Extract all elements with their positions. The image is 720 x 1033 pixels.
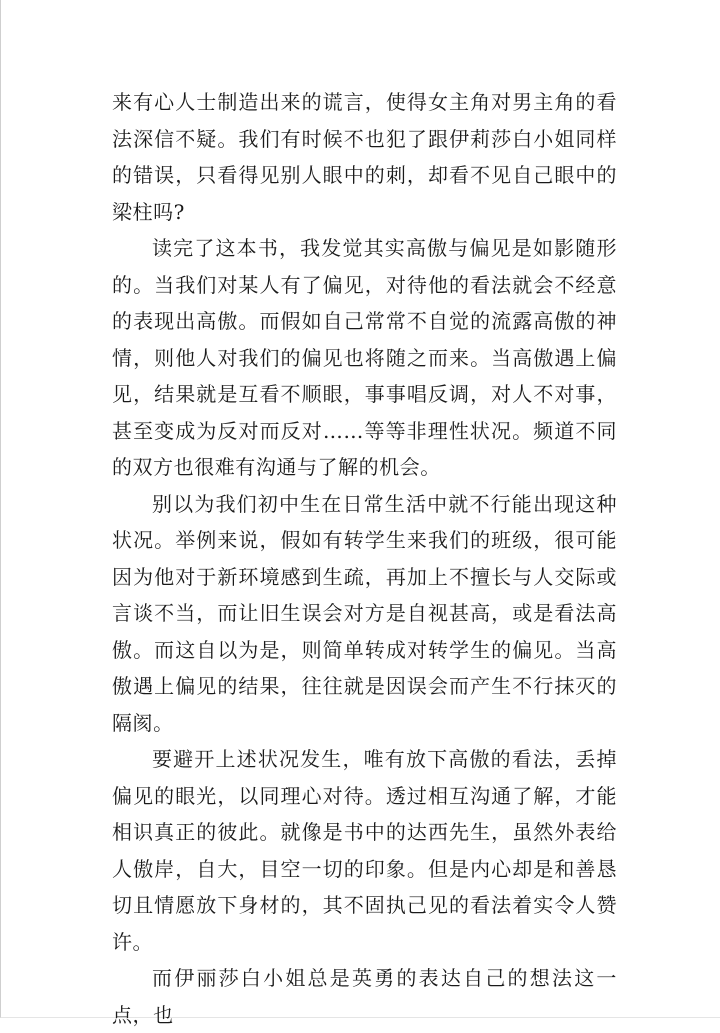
paragraph-3: 别以为我们初中生在日常生活中就不行能出现这种状况。举例来说，假如有转学生来我们的班级，很可能因为他对于新环境感到生疏，再加上不擅长与人交际或言谈不当，而让旧生误会对方是自视甚高，或是看法高傲。而这自以为是，则简单转成对转学生的偏见。当高傲遇上偏见的结果，往往就是因误会而产生不行抹灭的隔阂。 [112,491,617,735]
paragraph-1: 来有心人士制造出来的谎言，使得女主角对男主角的看法深信不疑。我们有时候不也犯了跟伊莉莎白小姐同样的错误，只看得见别人眼中的刺，却看不见自己眼中的梁柱吗? [112,90,617,224]
document-body [112,84,617,1033]
paragraph-4: 要避开上述状况发生，唯有放下高傲的看法，丢掉偏见的眼光，以同理心对待。透过相互沟通了解，才能相识真正的彼此。就像是书中的达西先生，虽然外表给人傲岸，自大，目空一切的印象。但是内心却是和善恳切且情愿放下身材的，其不固执己见的看法着实令人赞许。 [112,747,617,954]
paragraph-2: 读完了这本书，我发觉其实高傲与偏见是如影随形的。当我们对某人有了偏见，对待他的看法就会不经意的表现出高傲。而假如自己常常不自觉的流露高傲的神情，则他人对我们的偏见也将随之而来。当高傲遇上偏见，结果就是互看不顺眼，事事唱反调，对人不对事，甚至变成为反对而反对……等等非理性状况。频道不同的双方也很难有沟通与了解的机会。 [112,236,617,479]
paragraph-5: 而伊丽莎白小姐总是英勇的表达自己的想法这一点，也 [112,966,617,1027]
